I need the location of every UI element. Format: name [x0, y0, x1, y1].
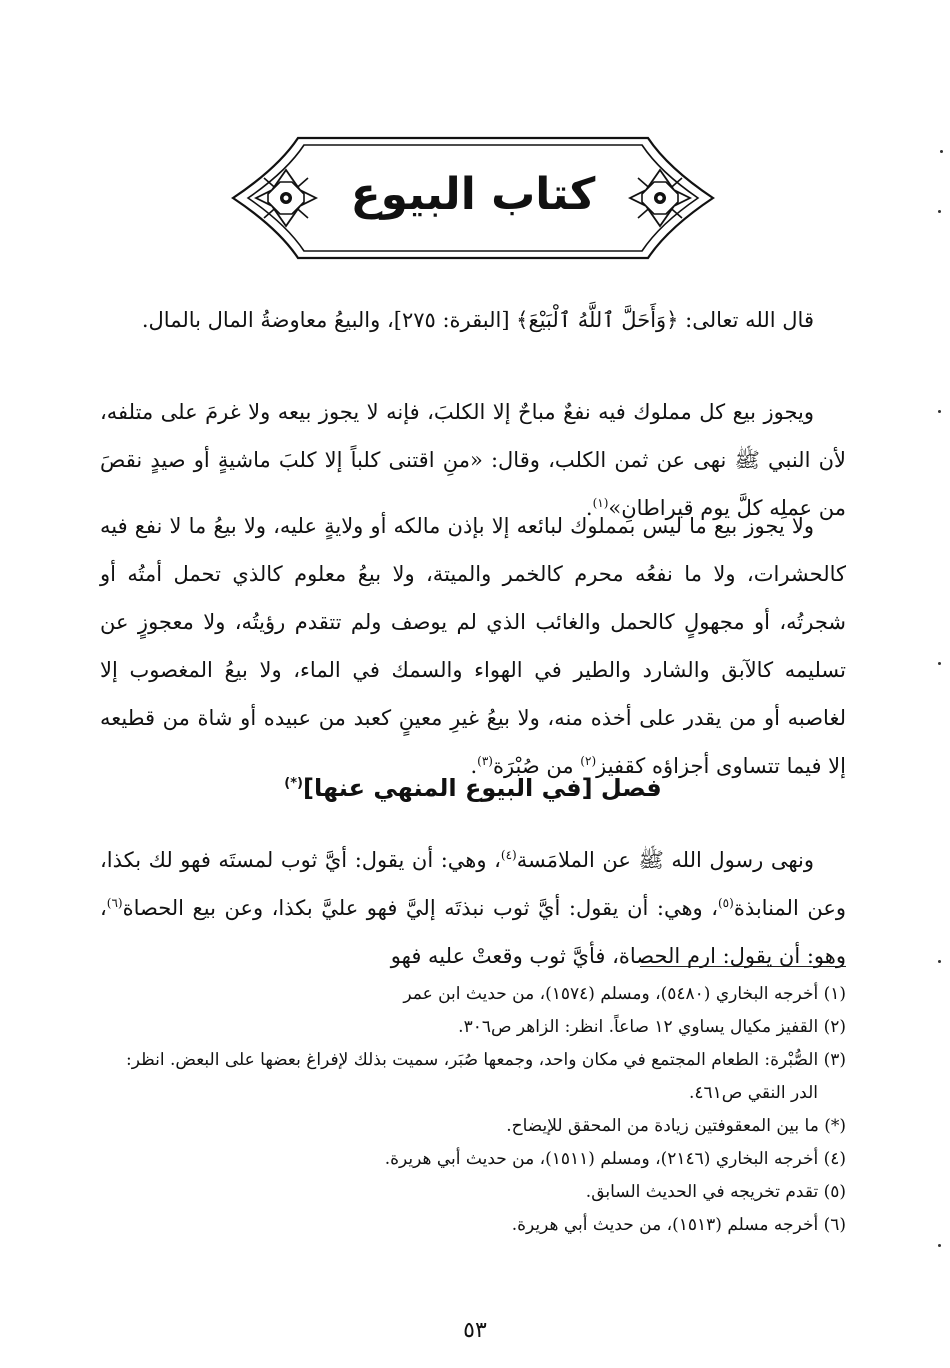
footnote-item: (٤) أخرجه البخاري (٢١٤٦)، ومسلم (١٥١١)، من حديث أبي هريرة. — [384, 1149, 846, 1169]
footnote-item: (٣) الصُّبْرة: الطعام المجتمع في مكان واحد، وجمعها صُبَر، سميت بذلك لإفراغ بعضها على البعض. انظر: الدر النقي ص٤٦١. — [126, 1050, 846, 1103]
scan-speck — [940, 150, 943, 153]
punctuation: . — [585, 496, 593, 520]
scan-speck — [938, 960, 941, 963]
paragraph-text: قال الله تعالى: ﴿وَأَحَلَّ ٱللَّهُ ٱلْبَيْعَ﴾ [البقرة: ٢٧٥]، والبيعُ معاوضةُ المال بالمال. — [141, 308, 814, 332]
footnote-ref[interactable]: (١) — [592, 496, 609, 510]
scan-speck — [938, 410, 941, 413]
scan-speck — [938, 1244, 941, 1247]
footnote-ref[interactable]: (٦) — [106, 896, 123, 910]
paragraph-prohibited-sales — [100, 502, 846, 790]
footnotes-list — [100, 978, 846, 1242]
paragraph-quran-verse — [100, 296, 846, 344]
footnote-ref[interactable]: (٥) — [717, 896, 734, 910]
footnote-ref[interactable]: (٣) — [477, 754, 493, 768]
paragraph-text: ونهى رسول الله ﷺ عن الملامَسة — [516, 848, 814, 872]
paragraph-text: ويجوز بيع كل مملوك فيه نفعٌ مباحٌ إلا الكلبَ، فإنه لا يجوز بيعه ولا غرمَ على متلفه، لأن النبي ﷺ نهى عن ثمن الكلب، وقال: «منِ اقتنى كلباً إلا كلبَ ماشيةٍ أو صيدٍ نقصَ من عملِه كلَّ يوم قيراطانِ» — [100, 400, 846, 520]
footnote-ref[interactable]: (٤) — [500, 848, 517, 862]
footnote-item: (٥) تقدم تخريجه في الحديث السابق. — [585, 1182, 846, 1202]
heading-text: فصل [في البيوع المنهي عنها] — [302, 774, 662, 802]
paragraph-text: من صُبْرَة — [492, 754, 581, 778]
paragraph-text: ، وهي: أن يقول: أيَّ ثوب نبذتَه إليَّ فهو عليَّ بكذا، وعن بيع الحصاة — [122, 896, 718, 920]
left-flower-ornament — [256, 170, 316, 226]
footnote-item: (١) أخرجه البخاري (٥٤٨٠)، ومسلم (١٥٧٤)، من حديث ابن عمر — [403, 984, 846, 1004]
paragraph-text: ، وهو: أن يقول: ارم الحصاة، فأيَّ ثوب وقعتْ عليه فهو — [100, 896, 846, 968]
page-number: ٥٣ — [463, 1318, 487, 1343]
scan-speck — [938, 210, 941, 213]
footnote-separator — [640, 966, 846, 967]
footnote-item: (٦) أخرجه مسلم (١٥١٣)، من حديث أبي هريرة. — [511, 1215, 846, 1235]
paragraph-mulamasa — [100, 836, 846, 980]
paragraph-text: ، وهي: أن يقول: أيَّ ثوب لمستَه فهو لك بكذا، وعن المنابذة — [100, 848, 846, 920]
chapter-title: كتاب البيوع — [350, 169, 596, 220]
title-cartouche — [228, 128, 718, 268]
footnote-ref[interactable]: (*) — [284, 776, 303, 791]
footnote-item: (٢) القفيز مكيال يساوي ١٢ صاعاً. انظر: الزاهر ص٣٠٦. — [458, 1017, 846, 1037]
punctuation: . — [470, 754, 478, 778]
paragraph-text: ولا يجوز بيع ما ليس بمملوك لبائعه إلا بإذن مالكه أو ولايةٍ عليه، ولا بيعُ ما لا نفع فيه كالحشرات، ولا ما نفعُه محرم كالخمر والميتة، ولا بيعُ معلوم كالذي تحمل أمتُه أو شجرتُه، أو مجهولٍ كالحمل والغائب الذي لم يوصف ولم تتقدم رؤيتُه، ولا معجوزٍ عن تسليمه كالآبق والشارد والطير في الهواء والسمك في الماء، ولا بيعُ المغصوب إلا لغاصبه أو من يقدر على أخذه منه، ولا بيعُ غيرِ معينٍ كعبد من عبيده أو شاة من قطيعه إلا فيما تتساوى أجزاؤه كقفيز — [100, 514, 846, 778]
scan-speck — [938, 662, 941, 665]
section-heading — [100, 768, 846, 808]
footnote-item: (*) ما بين المعقوفتين زيادة من المحقق للإيضاح. — [506, 1116, 846, 1136]
footnote-ref[interactable]: (٢) — [580, 754, 597, 768]
right-flower-ornament — [630, 170, 690, 226]
